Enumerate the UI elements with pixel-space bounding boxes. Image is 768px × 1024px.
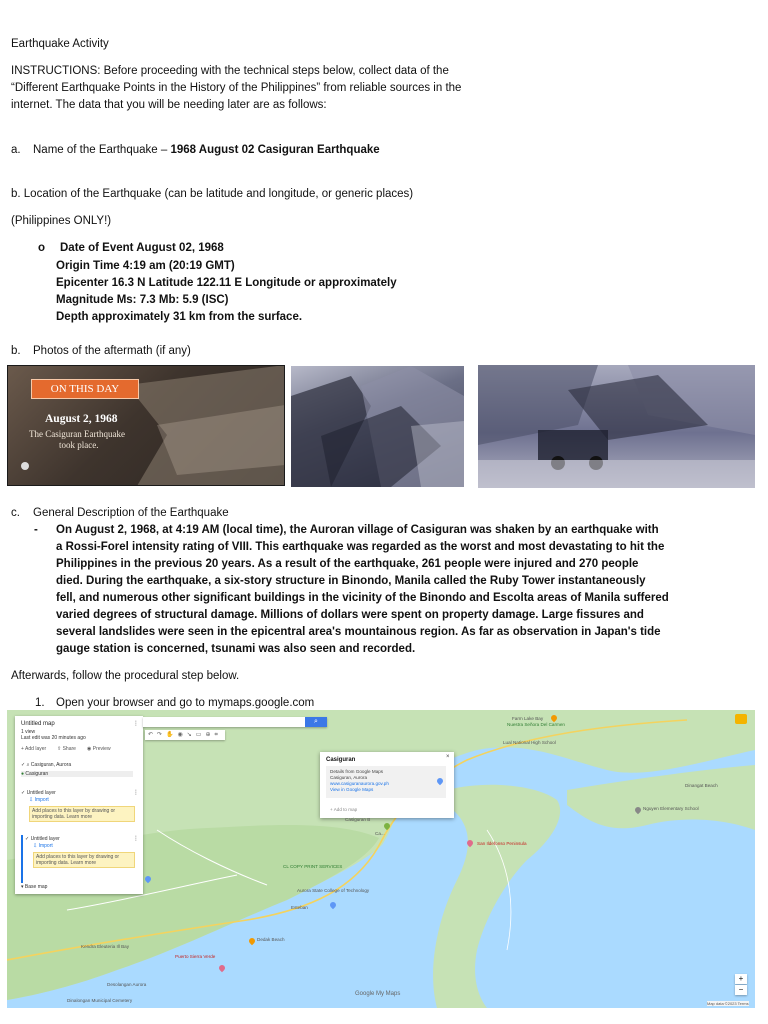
active-layer-indicator bbox=[21, 835, 23, 883]
layer-2-menu-icon[interactable]: ⋮ bbox=[133, 836, 139, 842]
item-a bbox=[33, 142, 380, 159]
earthquake-name: 1968 August 02 Casiguran Earthquake bbox=[170, 144, 380, 156]
zoom-in-button[interactable]: + bbox=[735, 974, 747, 984]
philippines-only-note: (Philippines ONLY!) bbox=[11, 215, 112, 227]
photo-caption-line-2: took place. bbox=[59, 440, 99, 450]
place-info-popup bbox=[320, 752, 454, 818]
map-label: Casiguran B bbox=[345, 817, 371, 822]
popup-website-link[interactable]: www.casiguranaurora.gov.ph bbox=[330, 781, 389, 786]
map-last-edit: Last edit was 20 minutes ago bbox=[21, 735, 86, 741]
map-label: Desolangan Aurora bbox=[107, 982, 147, 987]
preview-button[interactable]: ◉ Preview bbox=[87, 746, 111, 752]
layer-2-name[interactable]: ✓ Untitled layer bbox=[25, 836, 60, 842]
google-my-maps-logo: Google My Maps bbox=[355, 991, 401, 997]
item-a-label: Name of the Earthquake – bbox=[33, 144, 171, 156]
description-dash: - bbox=[34, 524, 38, 536]
map-label: Dedak Beach bbox=[257, 937, 285, 942]
add-to-map-button[interactable]: + Add to map bbox=[330, 807, 358, 812]
share-button[interactable]: ⇪ Share bbox=[57, 746, 76, 752]
description-line-1: On August 2, 1968, at 4:19 AM (local time), the Auroran village of Casiguran was shaken by an earthquake with bbox=[56, 524, 659, 536]
map-search-input[interactable] bbox=[143, 717, 327, 727]
description-line-6: varied degrees of structural damage. Millions of dollars were spent on property damage. Large fissures and bbox=[56, 609, 644, 621]
layer-1-import-link[interactable]: ⇩ Import bbox=[29, 797, 49, 803]
map-label: Lual National High School bbox=[503, 740, 556, 745]
map-label: Kendra Eleuteria Ill Bay bbox=[81, 944, 130, 949]
layer-1-menu-icon[interactable]: ⋮ bbox=[133, 790, 139, 796]
panel-menu-icon[interactable]: ⋮ bbox=[133, 721, 139, 727]
search-layer-row[interactable]: ✓ ⌕ Casiguran, Aurora bbox=[21, 762, 72, 768]
zoom-out-button[interactable]: − bbox=[735, 985, 747, 995]
popup-title: Casiguran bbox=[326, 757, 356, 763]
description-line-8: gauge station is concerned, tsunami was also seen and recorded. bbox=[56, 643, 416, 655]
map-label: Aurora State College of Technology bbox=[297, 888, 370, 893]
detail-magnitude: Magnitude Ms: 7.3 Mb: 5.9 (ISC) bbox=[56, 294, 229, 306]
map-label: Ca... bbox=[375, 831, 385, 836]
step-1-text: Open your browser and go to mymaps.google.com bbox=[56, 697, 315, 709]
popup-view-in-maps-link[interactable]: View in Google Maps bbox=[330, 787, 374, 792]
map-toolbar[interactable]: ↶↷✋◉↘▭⊕⌗ bbox=[145, 730, 225, 740]
instructions-line-2: “Different Earthquake Points in the History of the Philippines” from reliable sources in the bbox=[11, 82, 462, 94]
description-line-7: several landslides were seen in the epicentral area's mountainous region. As far as observation in Japan's tide bbox=[56, 626, 661, 638]
item-b-location-label: b. Location of the Earthquake (can be latitude and longitude, or generic places) bbox=[11, 188, 414, 200]
map-label: Nuestra Señora Del Carmen bbox=[507, 722, 565, 727]
google-my-maps-screenshot[interactable] bbox=[7, 710, 755, 1008]
aftermath-photo-2 bbox=[291, 366, 464, 487]
search-icon: ⌕ bbox=[26, 762, 30, 768]
afterwards-text: Afterwards, follow the procedural step below. bbox=[11, 670, 240, 682]
search-result-row[interactable]: ● Casiguran bbox=[21, 771, 133, 777]
map-label: Farm Lake Bay bbox=[512, 716, 544, 721]
bullet-marker: o bbox=[38, 242, 46, 254]
map-label: Puerto Sierra Verde bbox=[175, 954, 216, 959]
map-label: Esteban bbox=[291, 905, 308, 910]
description-line-2: a Rossi-Forel intensity rating of VIII. This earthquake was regarded as the worst and most devastating to hit the bbox=[56, 541, 665, 553]
popup-place: Casiguran, Aurora bbox=[330, 775, 368, 780]
map-label: Dinalongan Municipal Cemetery bbox=[67, 998, 133, 1003]
photo-caption-line-1: The Casiguran Earthquake bbox=[29, 429, 125, 439]
description-line-4: died. During the earthquake, a six-story structure in Binondo, Manila called the Ruby Tower instantaneously bbox=[56, 575, 646, 587]
layer-1-hint: Add places to this layer by drawing or importing data. Learn more bbox=[29, 806, 135, 822]
instructions-line-3: internet. The data that you will be needing later are as follows: bbox=[11, 99, 327, 111]
detail-epicenter: Epicenter 16.3 N Latitude 122.11 E Longitude or approximately bbox=[56, 277, 397, 289]
map-side-panel bbox=[15, 716, 143, 894]
detail-date: Date of Event August 02, 1968 bbox=[60, 242, 224, 254]
map-label: CL COPY PRINT SERVICES bbox=[283, 864, 343, 869]
search-icon: ⌕ bbox=[314, 718, 318, 725]
map-title[interactable]: Untitled map bbox=[21, 721, 55, 727]
layer-2-hint: Add places to this layer by drawing or importing data. Learn more bbox=[33, 852, 135, 868]
logo-icon bbox=[21, 462, 29, 470]
close-icon[interactable]: × bbox=[446, 754, 450, 760]
photo-date: August 2, 1968 bbox=[45, 413, 118, 425]
item-c-label: General Description of the Earthquake bbox=[33, 507, 229, 519]
step-1-number: 1. bbox=[35, 697, 45, 709]
item-b-photos-prefix: b. bbox=[11, 345, 21, 357]
map-pin-icon: ● bbox=[21, 771, 25, 777]
add-layer-button[interactable]: + Add layer bbox=[21, 746, 47, 752]
item-c-prefix: c. bbox=[11, 507, 20, 519]
detail-depth: Depth approximately 31 km from the surface. bbox=[56, 311, 303, 323]
aftermath-photo-1 bbox=[7, 365, 285, 486]
pegman-icon[interactable] bbox=[735, 714, 747, 724]
search-button[interactable] bbox=[305, 717, 327, 727]
base-map-toggle[interactable]: ▾ Base map bbox=[21, 884, 48, 890]
map-label: Nguyen Elementary School bbox=[643, 806, 699, 811]
layer-1-name[interactable]: ✓ Untitled layer bbox=[21, 790, 56, 796]
description-line-5: fell, and numerous other significant buildings in the vicinity of the Binondo and Escolta areas of Manila suffered bbox=[56, 592, 669, 604]
on-this-day-banner: ON THIS DAY bbox=[31, 379, 139, 399]
popup-details-label: Details from Google Maps bbox=[330, 769, 384, 774]
map-attribution: Map data ©2023 Terms bbox=[707, 1001, 749, 1006]
instructions-line-1: INSTRUCTIONS: Before proceeding with the technical steps below, collect data of the bbox=[11, 65, 449, 77]
item-a-prefix: a. bbox=[11, 144, 21, 156]
map-label: San Ildefonso Peninsula bbox=[477, 841, 527, 846]
item-b-photos-label: Photos of the aftermath (if any) bbox=[33, 345, 191, 357]
document-title: Earthquake Activity bbox=[11, 38, 109, 50]
aftermath-photo-3 bbox=[478, 365, 755, 488]
layer-2-import-link[interactable]: ⇩ Import bbox=[33, 843, 53, 849]
description-line-3: Philippines in the previous 20 years. As a result of the earthquake, 261 people were injured and 270 people bbox=[56, 558, 639, 570]
map-label: Dinangat Beach bbox=[685, 783, 718, 788]
map-views: 1 view bbox=[21, 729, 36, 735]
detail-origin-time: Origin Time 4:19 am (20:19 GMT) bbox=[56, 260, 235, 272]
